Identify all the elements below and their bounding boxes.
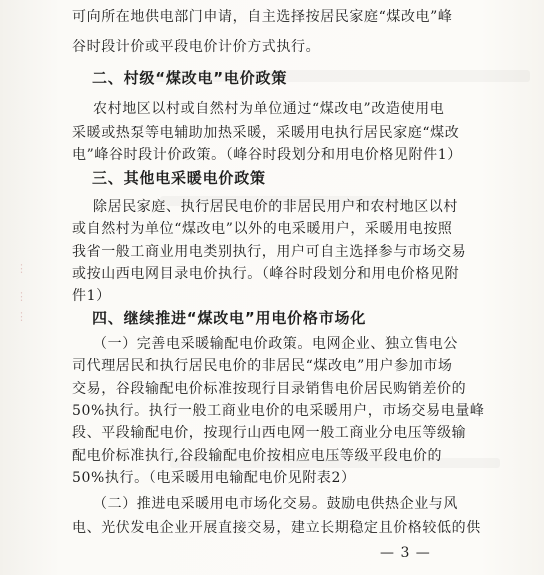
body-line: 采暖或热泵等电辅助加热采暖，采暖用电执行居民家庭“煤改 <box>72 125 460 141</box>
body-line: 件1） <box>72 288 111 304</box>
body-line: 可向所在地供电部门申请，自主选择按居民家庭“煤改电”峰 <box>72 9 453 25</box>
body-line: 谷时段计价或平段电价计价方式执行。 <box>72 39 321 55</box>
body-line: 农村地区以村或自然村为单位通过“煤改电”改造使用电 <box>93 101 445 117</box>
body-line: 我省一般工商业用电类别执行，用户可自主选择参与市场交易 <box>72 244 467 260</box>
scan-margin-mark: ⋮ <box>16 262 27 275</box>
body-line: 配电价标准执行,谷段输配电价按相应电压等级平段电价的 <box>72 448 443 464</box>
section-heading: 四、继续推进“煤改电”用电价格市场化 <box>92 309 367 327</box>
section-heading: 三、其他电采暖电价政策 <box>92 169 266 187</box>
body-line: 电”峰谷时段计价政策。（峰谷时段划分和用电价格见附件1） <box>72 147 462 163</box>
page-number: — 3 — <box>380 545 431 561</box>
body-line: 交易，谷段输配电价标准按现行目录销售电价居民购销差价的 <box>72 381 467 397</box>
body-line: 司代理居民和执行居民电价的非居民“煤改电”用户参加市场 <box>72 358 453 374</box>
body-line: 除居民家庭、执行居民电价的非居民用户和农村地区以村 <box>93 199 458 215</box>
body-line: 或自然村为单位“煤改电”以外的电采暖用户，采暖用电按照 <box>72 221 453 237</box>
body-line: 50%执行。（电采暖用电输配电价见附表2） <box>72 470 356 486</box>
body-line: 或按山西电网目录电价执行。（峰谷时段划分和用电价格见附 <box>72 266 460 282</box>
scan-margin-mark: ⋮ <box>16 290 27 303</box>
body-line: 电、光伏发电企业开展直接交易，建立长期稳定且价格较低的供 <box>72 520 481 536</box>
body-line: （二）推进电采暖用电市场化交易。鼓励电供热企业与风 <box>93 496 458 512</box>
body-line: 50%执行。执行一般工商业电价的电采暖用户，市场交易电量峰 <box>72 403 485 419</box>
body-line: （一）完善电采暖输配电价政策。电网企业、独立售电公 <box>93 336 458 352</box>
scan-margin-mark: ⋮ <box>16 310 27 323</box>
section-heading: 二、村级“煤改电”电价政策 <box>92 69 288 87</box>
body-line: 段、平段输配电价，按现行山西电网一般工商业分电压等级输 <box>72 425 467 441</box>
